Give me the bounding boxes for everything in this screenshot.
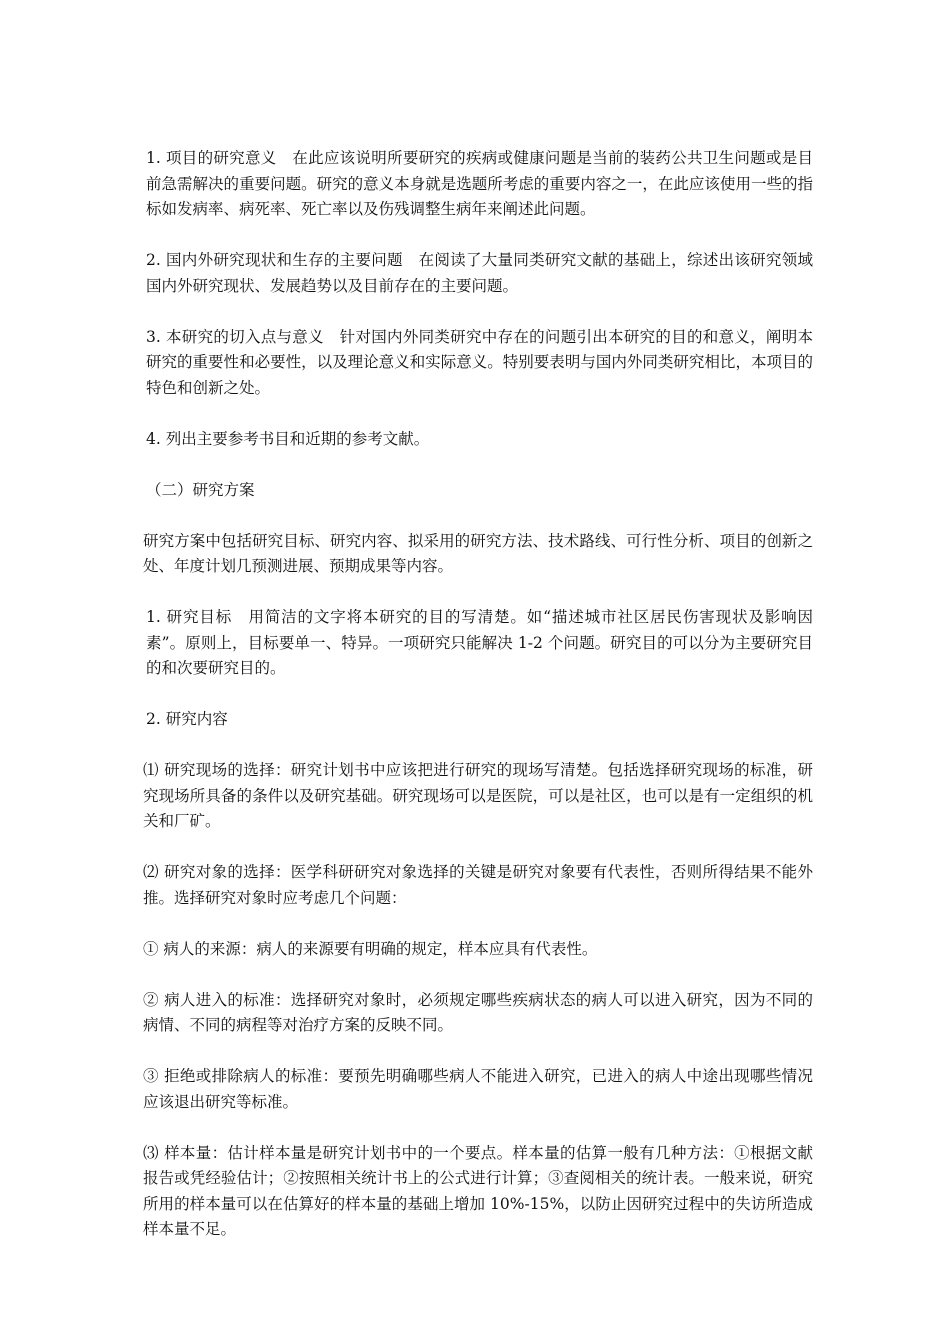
paragraph-entry-point: 3. 本研究的切入点与意义 针对国内外同类研究中存在的问题引出本研究的目的和意义，阐明本研究的重要性和必要性，以及理论意义和实际意义。特别要表明与国内外同类研究相比，本项目的特色和创新之处。	[146, 327, 813, 397]
paragraph-research-content: 2. 研究内容	[146, 710, 228, 728]
document-page	[143, 146, 813, 1268]
paragraph-inclusion-criteria: ② 病人进入的标准：选择研究对象时，必须规定哪些疾病状态的病人可以进入研究，因为不同的病情、不同的病程等对治疗方案的反映不同。	[143, 990, 813, 1034]
paragraph-patient-source: ① 病人的来源：病人的来源要有明确的规定，样本应具有代表性。	[143, 939, 598, 958]
paragraph-sample-size: ⑶ 样本量：估计样本量是研究计划书中的一个要点。样本量的估算一般有几种方法：①根据文献报告或凭经验估计；②按照相关统计书上的公式进行计算；③查阅相关的统计表。一般来说，研究所用的样本量可以在估算好的样本量的基础上增加 10%-15%，以防止因研究过程中的失访所造成样本量不足。	[143, 1143, 813, 1238]
section-heading-research-plan: （二）研究方案	[146, 480, 255, 499]
paragraph-exclusion-criteria: ③ 拒绝或排除病人的标准：要预先明确哪些病人不能进入研究，已进入的病人中途出现哪些情况应该退出研究等标准。	[143, 1067, 813, 1111]
paragraph-research-status: 2. 国内外研究现状和生存的主要问题 在阅读了大量同类研究文献的基础上，综述出该研究领域国内外研究现状、发展趋势以及目前存在的主要问题。	[146, 251, 813, 295]
paragraph-research-significance: 1. 项目的研究意义 在此应该说明所要研究的疾病或健康问题是当前的装药公共卫生问题或是目前急需解决的重要问题。研究的意义本身就是选题所考虑的重要内容之一，在此应该使用一些的指标如发病率、病死率、死亡率以及伤残调整生病年来阐述此问题。	[146, 149, 813, 218]
paragraph-site-selection: ⑴ 研究现场的选择：研究计划书中应该把进行研究的现场写清楚。包括选择研究现场的标准，研究现场所具备的条件以及研究基础。研究现场可以是医院，可以是社区，也可以是有一定组织的机关和厂矿。	[143, 761, 813, 830]
paragraph-subject-selection: ⑵ 研究对象的选择：医学科研研究对象选择的关键是研究对象要有代表性，否则所得结果不能外推。选择研究对象时应考虑几个问题：	[143, 863, 813, 907]
paragraph-plan-overview: 研究方案中包括研究目标、研究内容、拟采用的研究方法、技术路线、可行性分析、项目的创新之处、年度计划几预测进展、预期成果等内容。	[143, 531, 813, 575]
paragraph-references: 4. 列出主要参考书目和近期的参考文献。	[146, 429, 430, 448]
paragraph-research-goal: 1. 研究目标 用简洁的文字将本研究的目的写清楚。如“描述城市社区居民伤害现状及影响因素”。原则上，目标要单一、特异。一项研究只能解决 1-2 个问题。研究目的可以分为主要研究目的和次要研究目的。	[146, 608, 813, 677]
